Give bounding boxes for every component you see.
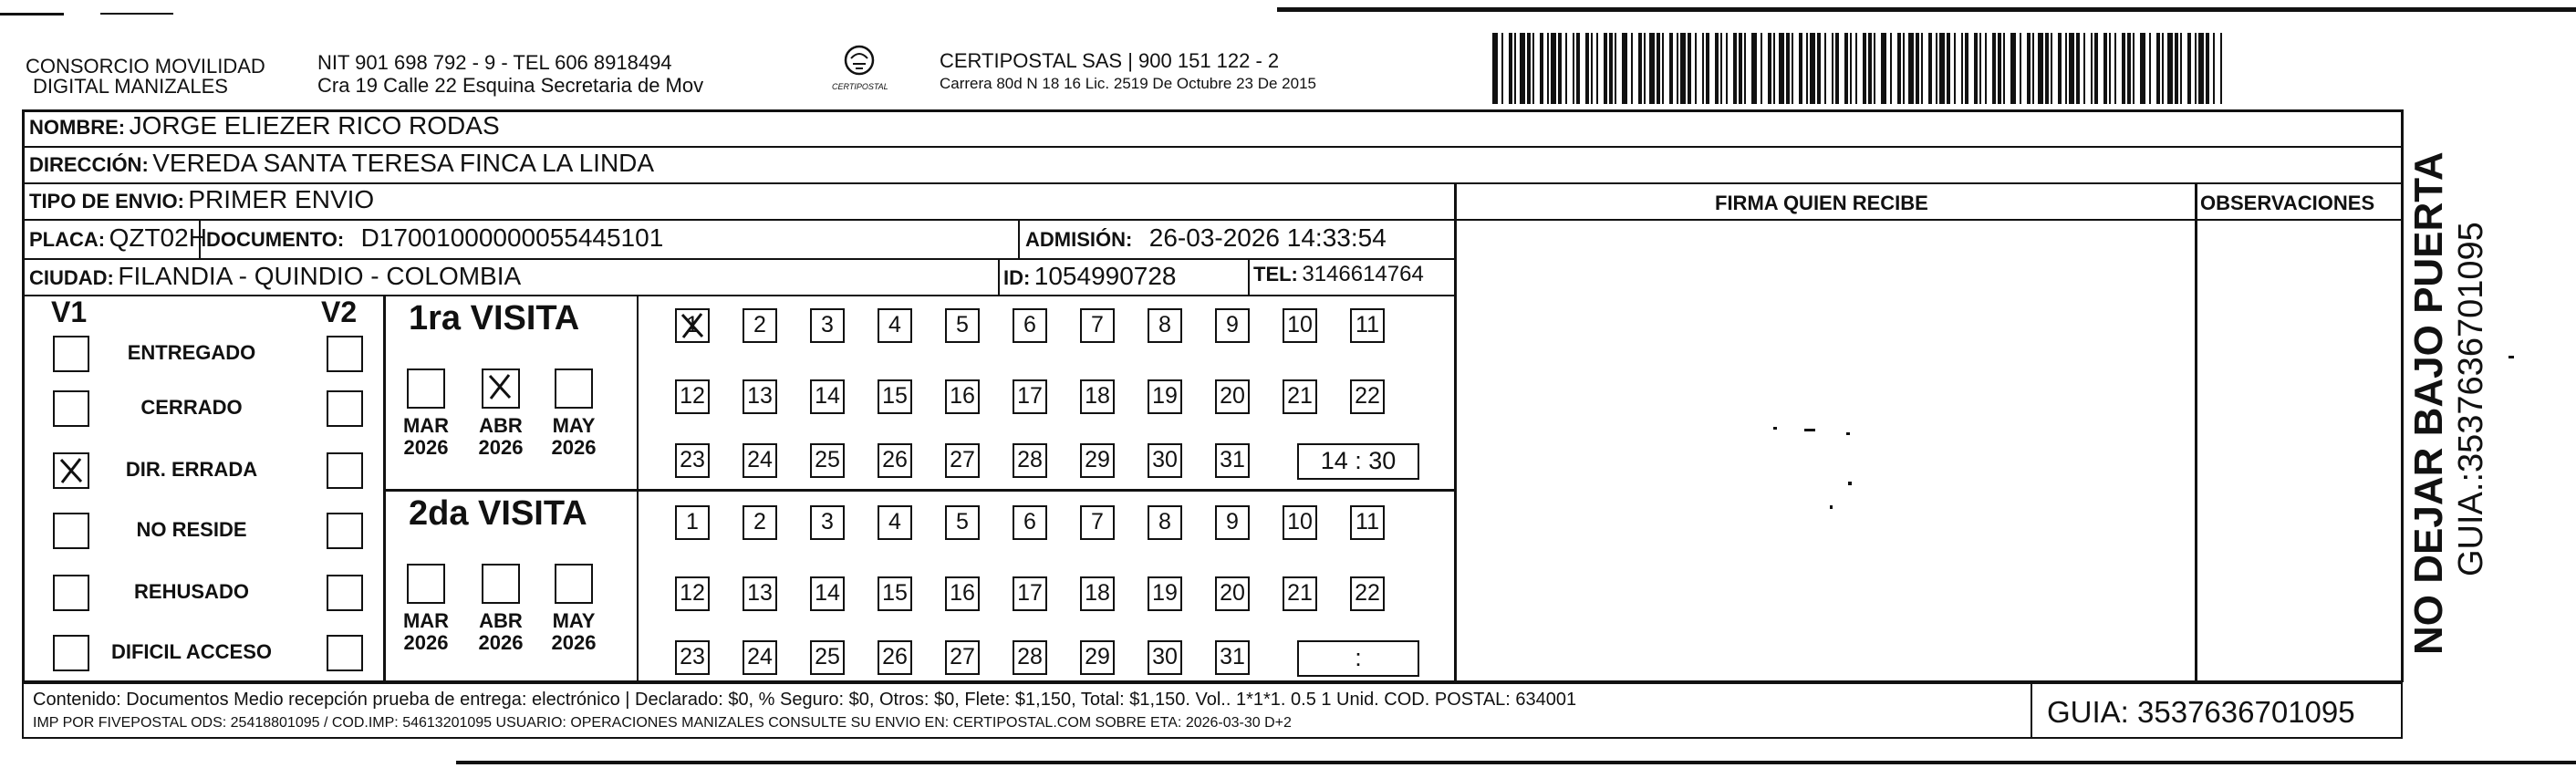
barcode-bar: [1715, 33, 1719, 104]
month-checkbox: [555, 368, 593, 409]
barcode-bar: [1509, 33, 1512, 104]
barcode-bar: [1998, 33, 2001, 104]
barcode-bar: [1928, 33, 1932, 104]
day-box: 22: [1350, 576, 1385, 611]
barcode-bar: [1768, 33, 1771, 104]
day-box: 5: [945, 308, 980, 343]
day-box: 10: [1283, 505, 1317, 540]
barcode-bar: [2122, 33, 2125, 104]
v1-label: V1: [51, 296, 88, 328]
barcode-bar: [2094, 33, 2098, 104]
address-key: DIRECCIÓN:: [29, 153, 149, 176]
v2-checkbox: [327, 513, 363, 549]
barcode-bar: [1573, 33, 1574, 104]
barcode-bar: [1649, 33, 1655, 104]
barcode-bar: [1874, 33, 1875, 104]
day-box: 17: [1013, 576, 1047, 611]
shipping-type: PRIMER ENVIO: [188, 185, 375, 213]
day-box: 8: [1148, 505, 1182, 540]
day-box: 27: [945, 640, 980, 675]
month-label: MAR: [402, 414, 450, 437]
v2-checkbox: [327, 336, 363, 372]
barcode-bar: [2083, 33, 2085, 104]
status-option-label: CERRADO: [140, 396, 243, 419]
day-box: 25: [810, 640, 845, 675]
month-checkbox: [407, 564, 445, 604]
barcode-bar: [2133, 33, 2135, 104]
day-box: 2: [743, 505, 777, 540]
barcode-bar: [1520, 33, 1525, 104]
barcode-bar: [1558, 33, 1562, 104]
barcode-bar: [1799, 33, 1802, 104]
barcode-bar: [2058, 33, 2062, 104]
status-option-label: DIR. ERRADA: [125, 458, 258, 481]
month-label: MAR: [402, 609, 450, 632]
year-label: 2026: [403, 436, 449, 459]
visit1-title: 1ra VISITA: [409, 299, 580, 337]
time-box: 14 : 30: [1297, 443, 1419, 480]
signature-header: FIRMA QUIEN RECIBE: [1715, 192, 1928, 214]
barcode-bar: [1576, 33, 1580, 104]
day-box: 29: [1080, 443, 1115, 478]
barcode-bar: [2103, 33, 2107, 104]
barcode-bar: [2051, 33, 2052, 104]
barcode-bar: [1961, 33, 1963, 104]
day-box: 11: [1350, 505, 1385, 540]
barcode-bar: [1733, 33, 1737, 104]
day-box: 13: [743, 576, 777, 611]
barcode-bar: [1908, 33, 1914, 104]
barcode-bar: [1992, 33, 1996, 104]
barcode-bar: [2198, 33, 2204, 104]
day-box: 12: [675, 379, 710, 414]
barcode-bar: [2027, 33, 2031, 104]
day-box: 8: [1148, 308, 1182, 343]
day-box: 20: [1215, 576, 1250, 611]
barcode-bar: [1514, 33, 1516, 104]
barcode-bar: [1677, 33, 1678, 104]
barcode-bar: [1695, 33, 1697, 104]
day-box: 15: [878, 576, 912, 611]
barcode-bar: [1806, 33, 1808, 104]
day-box: 3: [810, 308, 845, 343]
barcode-bar: [1631, 33, 1633, 104]
tel-key: TEL:: [1253, 263, 1298, 285]
barcode-bar: [1657, 33, 1660, 104]
plate-value: QZT02H: [109, 223, 207, 252]
barcode-bar: [2038, 33, 2043, 104]
barcode-bar: [1532, 33, 1534, 104]
day-box: 10: [1283, 308, 1317, 343]
recipient-address: VEREDA SANTA TERESA FINCA LA LINDA: [152, 149, 655, 177]
barcode-bar: [1897, 33, 1901, 104]
day-box: 28: [1013, 443, 1047, 478]
day-box: 30: [1148, 443, 1182, 478]
month-checkbox: [555, 564, 593, 604]
barcode-bar: [1669, 33, 1673, 104]
v2-checkbox: [327, 575, 363, 611]
day-box: 31: [1215, 443, 1250, 478]
city-value: FILANDIA - QUINDIO - COLOMBIA: [118, 262, 522, 290]
barcode-bar: [1855, 33, 1857, 104]
day-box: 3: [810, 505, 845, 540]
day-box: 31: [1215, 640, 1250, 675]
barcode-bar: [1609, 33, 1613, 104]
day-box-checked: 1: [675, 308, 710, 343]
day-box: 5: [945, 505, 980, 540]
barcode-bar: [1792, 33, 1793, 104]
barcode-bar: [1492, 33, 1498, 104]
barcode-bar: [1726, 33, 1728, 104]
barcode-bar: [1824, 33, 1826, 104]
time-box: :: [1297, 640, 1419, 677]
year-label: 2026: [551, 436, 597, 459]
admission-value: 26-03-2026 14:33:54: [1148, 223, 1387, 252]
shipping-key: TIPO DE ENVIO:: [29, 190, 184, 213]
day-box: 19: [1148, 379, 1182, 414]
barcode-bar: [1786, 33, 1790, 104]
barcode-bar: [1720, 33, 1722, 104]
barcode-bar: [1644, 33, 1646, 104]
barcode-bar: [2076, 33, 2080, 104]
barcode-bar: [2114, 33, 2116, 104]
footer-guide: GUIA: 3537636701095: [2047, 695, 2355, 729]
barcode-bar: [2140, 33, 2145, 104]
x-mark-icon: [483, 370, 516, 403]
barcode-bar: [1916, 33, 1919, 104]
barcode-bar: [1817, 33, 1821, 104]
side-guide: GUIA.:3537636701095: [2452, 222, 2490, 576]
month-checkbox: [407, 368, 445, 409]
barcode-bar: [2195, 33, 2197, 104]
side-warning: NO DEJAR BAJO PUERTA: [2406, 151, 2451, 655]
day-box: 26: [878, 640, 912, 675]
status-option-label: REHUSADO: [134, 580, 249, 603]
barcode-bar: [1890, 33, 1892, 104]
barcode-bar: [1773, 33, 1775, 104]
day-box: 28: [1013, 640, 1047, 675]
barcode-bar: [1540, 33, 1543, 104]
barcode-bar: [1936, 33, 1937, 104]
carrier-name: CERTIPOSTAL SAS | 900 151 122 - 2: [940, 49, 1280, 72]
month-checkbox: [482, 564, 520, 604]
recipient-name: JORGE ELIEZER RICO RODAS: [129, 111, 500, 140]
plate-key: PLACA:: [29, 228, 106, 251]
barcode-bar: [1662, 33, 1664, 104]
day-box: 16: [945, 576, 980, 611]
barcode-bar: [2069, 33, 2074, 104]
barcode-bar: [1604, 33, 1607, 104]
day-box: 18: [1080, 379, 1115, 414]
carrier-address: Carrera 80d N 18 16 Lic. 2519 De Octubre 23 De 2015: [940, 75, 1316, 92]
visit2-title: 2da VISITA: [409, 494, 587, 533]
barcode-bar: [2220, 33, 2222, 104]
sender-name-line1: CONSORCIO MOVILIDAD: [26, 55, 265, 78]
day-box: 24: [743, 443, 777, 478]
barcode-bar: [1832, 33, 1833, 104]
day-box: 4: [878, 505, 912, 540]
day-box: 25: [810, 443, 845, 478]
barcode-bar: [2180, 33, 2182, 104]
barcode-bar: [2206, 33, 2209, 104]
barcode-bar: [1844, 33, 1848, 104]
barcode-bar: [1565, 33, 1567, 104]
barcode-bar: [1622, 33, 1627, 104]
barcode-bar: [1547, 33, 1549, 104]
day-box: 19: [1148, 576, 1182, 611]
day-box: 23: [675, 443, 710, 478]
barcode-bar: [1947, 33, 1950, 104]
barcode-bar: [1939, 33, 1945, 104]
barcode-bar: [1903, 33, 1905, 104]
sender-name-line2: DIGITAL MANIZALES: [33, 75, 228, 98]
barcode-bar: [2020, 33, 2021, 104]
v2-checkbox: [327, 390, 363, 427]
day-box: 17: [1013, 379, 1047, 414]
status-option-label: DIFICIL ACCESO: [110, 640, 272, 663]
day-box: 9: [1215, 308, 1250, 343]
barcode-bar: [1863, 33, 1866, 104]
day-box: 6: [1013, 505, 1047, 540]
sender-address: Cra 19 Calle 22 Esquina Secretaria de Mov: [317, 74, 704, 97]
day-box: 7: [1080, 505, 1115, 540]
day-box: 9: [1215, 505, 1250, 540]
barcode-bar: [1921, 33, 1923, 104]
barcode-bar: [2213, 33, 2215, 104]
barcode-bar: [2065, 33, 2067, 104]
carrier-logo: [823, 42, 896, 100]
day-mark: [676, 309, 709, 347]
barcode-bar: [1527, 33, 1531, 104]
barcode-bar: [1680, 33, 1686, 104]
year-label: 2026: [403, 631, 449, 654]
barcode-bar: [2045, 33, 2049, 104]
barcode-bar: [1751, 33, 1757, 104]
barcode-bar: [1501, 33, 1503, 104]
barcode-bar: [1954, 33, 1956, 104]
v2-label: V2: [321, 296, 358, 328]
carrier-logo-icon: [823, 42, 896, 88]
barcode-bar: [1965, 33, 1968, 104]
v2-checkbox: [327, 635, 363, 671]
barcode-bar: [1688, 33, 1691, 104]
admission-key: ADMISIÓN:: [1025, 228, 1133, 251]
x-mark-icon: [676, 309, 709, 342]
document-key: DOCUMENTO:: [206, 228, 345, 251]
day-box: 1: [675, 505, 710, 540]
barcode-bar: [1985, 33, 1987, 104]
barcode-bar: [1881, 33, 1886, 104]
sender-nit: NIT 901 698 792 - 9 - TEL 606 8918494: [317, 51, 672, 74]
day-box: 24: [743, 640, 777, 675]
day-box: 16: [945, 379, 980, 414]
day-box: 12: [675, 576, 710, 611]
day-box: 27: [945, 443, 980, 478]
carrier-logo-text: CERTIPOSTAL: [832, 82, 888, 91]
barcode-bar: [1761, 33, 1762, 104]
barcode-bar: [1835, 33, 1839, 104]
status-option-label: ENTREGADO: [127, 341, 256, 364]
year-label: 2026: [478, 436, 524, 459]
status-option-label: NO RESIDE: [136, 518, 247, 541]
year-label: 2026: [478, 631, 524, 654]
day-box: 30: [1148, 640, 1182, 675]
barcode-bar: [2010, 33, 2016, 104]
day-box: 18: [1080, 576, 1115, 611]
name-key: NOMBRE:: [29, 116, 126, 139]
year-label: 2026: [551, 631, 597, 654]
barcode-bar: [1591, 33, 1593, 104]
barcode-bar: [1551, 33, 1556, 104]
barcode-bar: [1585, 33, 1589, 104]
barcode-bar: [2187, 33, 2191, 104]
month-label: ABR: [479, 414, 523, 437]
month-label: MAY: [552, 414, 596, 437]
day-box: 15: [878, 379, 912, 414]
barcode-bar: [2156, 33, 2160, 104]
barcode-bar: [2175, 33, 2178, 104]
barcode-bar: [1744, 33, 1746, 104]
barcode-bar: [1739, 33, 1742, 104]
city-key: CIUDAD:: [29, 266, 114, 289]
day-box: 6: [1013, 308, 1047, 343]
document-value: D17001000000055445101: [360, 223, 664, 252]
month-checkbox-checked: [482, 368, 520, 409]
month-label: ABR: [479, 609, 523, 632]
barcode-bar: [2032, 33, 2034, 104]
contents-line: Contenido: Documentos Medio recepción prueba de entrega: electrónico | Declarado: $0, % Seguro: $0, Otros: $0, Flete: $1,150, Total: $1,150. Vol.. 1*1*1. 0.5 1 Unid. COD. POSTAL: 634001: [33, 690, 1577, 710]
barcode-bar: [1979, 33, 1981, 104]
barcode-bar: [2003, 33, 2005, 104]
barcode: [1492, 33, 2222, 104]
barcode-bar: [1706, 33, 1709, 104]
barcode-bar: [2162, 33, 2164, 104]
barcode-bar: [1810, 33, 1815, 104]
day-box: 20: [1215, 379, 1250, 414]
barcode-bar: [1779, 33, 1784, 104]
observations-header: OBSERVACIONES: [2200, 192, 2375, 214]
day-box: 22: [1350, 379, 1385, 414]
day-box: 11: [1350, 308, 1385, 343]
barcode-bar: [1596, 33, 1598, 104]
barcode-bar: [1868, 33, 1872, 104]
day-box: 14: [810, 576, 845, 611]
imp-line: IMP POR FIVEPOSTAL ODS: 25418801095 / COD.IMP: 54613201095 USUARIO: OPERACIONES MANIZALES CONSULTE SU ENVIO EN: CERTIPOSTAL.COM SOBRE ETA: 2026-03-30 D+2: [33, 715, 1292, 731]
barcode-bar: [1702, 33, 1704, 104]
day-box: 13: [743, 379, 777, 414]
barcode-bar: [1615, 33, 1616, 104]
barcode-bar: [1638, 33, 1642, 104]
day-box: 26: [878, 443, 912, 478]
day-box: 14: [810, 379, 845, 414]
day-box: 21: [1283, 379, 1317, 414]
day-box: 21: [1283, 576, 1317, 611]
barcode-bar: [2167, 33, 2173, 104]
barcode-bar: [1974, 33, 1978, 104]
day-box: 2: [743, 308, 777, 343]
barcode-bar: [2127, 33, 2131, 104]
id-value: 1054990728: [1034, 262, 1177, 290]
day-box: 23: [675, 640, 710, 675]
barcode-bar: [1850, 33, 1852, 104]
day-box: 29: [1080, 640, 1115, 675]
barcode-bar: [2149, 33, 2151, 104]
tel-value: 3146614764: [1302, 262, 1424, 286]
day-box: 7: [1080, 308, 1115, 343]
month-label: MAY: [552, 609, 596, 632]
day-box: 4: [878, 308, 912, 343]
barcode-bar: [2109, 33, 2111, 104]
barcode-bar: [2091, 33, 2093, 104]
id-key: ID:: [1003, 266, 1031, 289]
v2-checkbox: [327, 452, 363, 489]
